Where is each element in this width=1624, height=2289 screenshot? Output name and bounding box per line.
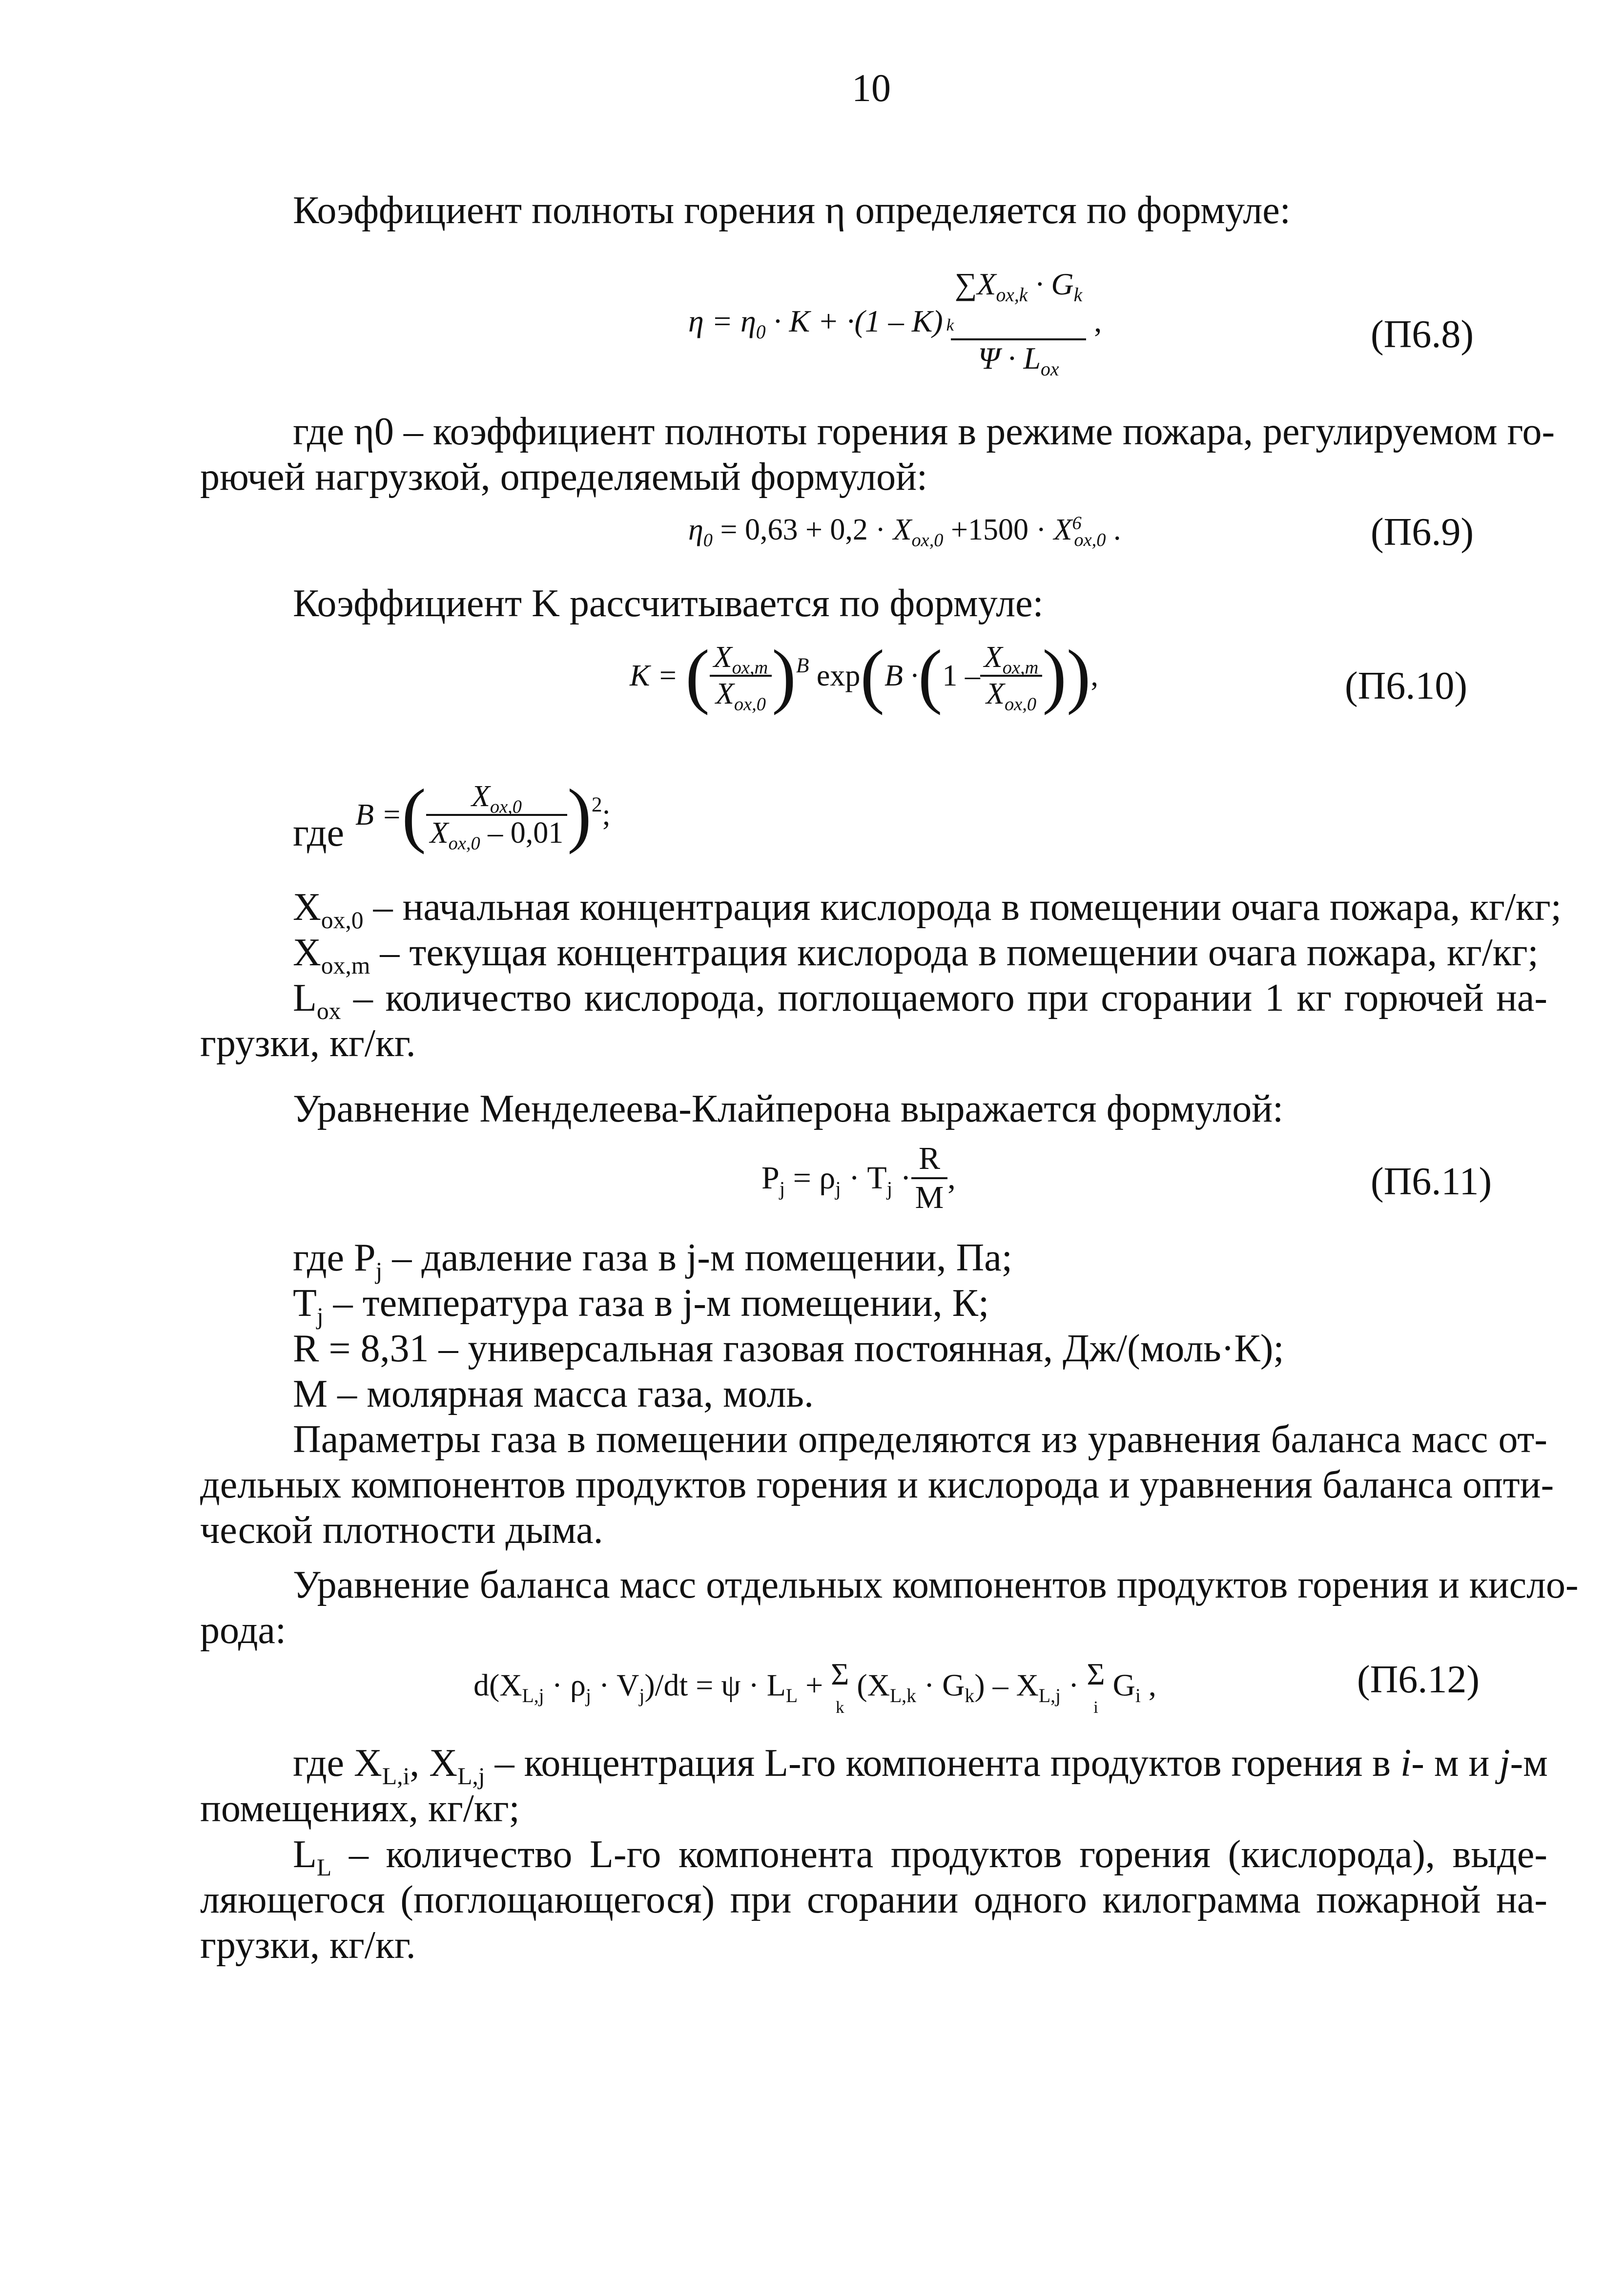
paragraph-mass-balance-line1: Уравнение баланса масс отдельных компонентов продуктов горения и кисло- xyxy=(293,1563,1579,1606)
definition-lox-line2: грузки, кг/кг. xyxy=(200,1022,416,1065)
formula-mass-balance: $d(X_{L,j} \cdot \rho_j \cdot V_j)/dt = \psi \cdot L_L + \Sigma$ k $(X_{L,k} \cdot G_k) - X_{L,j} \cdot \Sigma$ i $G_i$ , xyxy=(473,1657,1156,1717)
definition-ll-line3: грузки, кг/кг. xyxy=(200,1924,416,1967)
definition-r: R = 8,31 – универсальная газовая постоянная, Дж/(моль·К); xyxy=(293,1327,1284,1370)
formula-eta: $\eta = \eta_0 \cdot K + \cdot(1 - K)$ $\sum X_{ox,k} \cdot G_k$ k $\Psi \cdot L_{ox}$ , xyxy=(688,267,1102,380)
equation-number-6-8: (П6.8) xyxy=(1371,313,1474,356)
paragraph-clapeyron-intro: Уравнение Менделеева-Клайперона выражается формулой: xyxy=(293,1087,1284,1130)
paragraph-mass-balance-line2: рода: xyxy=(200,1609,287,1652)
definition-ll-line2: ляющегося (поглощающегося) при сгорании одного килограмма пожарной на- xyxy=(200,1878,1547,1921)
page-number: 10 xyxy=(852,67,891,110)
definition-ll-line1: $L_L$ – количество L-го компонента продуктов горения (кислорода), выде- xyxy=(293,1833,1547,1881)
equation-number-6-11: (П6.11) xyxy=(1371,1160,1492,1203)
paragraph-eta-intro: Коэффициент полноты горения η определяется по формуле: xyxy=(293,189,1291,232)
equation-number-6-10: (П6.10) xyxy=(1345,665,1468,708)
paragraph-gas-params-line2: дельных компонентов продуктов горения и кислорода и уравнения баланса опти- xyxy=(200,1463,1554,1506)
definition-m: М – молярная масса газа, моль. xyxy=(293,1373,814,1415)
formula-eta0: $\eta_0 = 0,63 + 0,2 \cdot X_{ox,0} +1500 \cdot X^6_{ox,0}$ . xyxy=(688,513,1121,551)
definition-xl-line2: помещениях, кг/кг; xyxy=(200,1787,520,1830)
formula-k: K = ( $\frac{X_{ox,m}}{X_{ox,0}}$ )$^B$ exp(B ·(1 – $\frac{X_{ox,m}}{X_{ox,0}}$ )), xyxy=(630,635,1098,716)
definition-xox0: $X_{ox,0}$ – начальная концентрация кислорода в помещении очага пожара, кг/кг; xyxy=(293,886,1562,934)
definition-lox-line1: $L_{ox}$ – количество кислорода, поглощаемого при сгорании 1 кг горючей на- xyxy=(293,977,1547,1024)
definition-xoxm: $X_{ox,m}$ – текущая концентрация кислорода в помещении очага пожара, кг/кг; xyxy=(293,931,1539,979)
paragraph-eta0-line1: где η0 – коэффициент полноты горения в режиме пожара, регулируемом го- xyxy=(293,410,1555,453)
formula-b: B =( $\frac{X_{ox,0}}{X_{ox,0} - 0,01}$ )$^2$; xyxy=(355,774,611,855)
equation-number-6-12: (П6.12) xyxy=(1357,1658,1480,1701)
definition-tj: $T_j$ – температура газа в j-м помещении, К; xyxy=(293,1282,989,1330)
paragraph-eta0-line2: рючей нагрузкой, определяемый формулой: xyxy=(200,456,928,499)
paragraph-gas-params-line3: ческой плотности дыма. xyxy=(200,1509,603,1552)
paragraph-gas-params-line1: Параметры газа в помещении определяются из уравнения баланса масс от- xyxy=(293,1418,1547,1461)
equation-number-6-9: (П6.9) xyxy=(1371,511,1474,554)
label-where-b: где xyxy=(293,812,345,854)
definition-xl-line1: где $X_{L,i}$, $X_{L,j}$ – концентрация L-го компонента продуктов горения в i- м и j-м xyxy=(293,1742,1548,1790)
formula-clapeyron: $P_j = \rho_j \cdot T_j$ · $\frac{R}{M}$ , xyxy=(761,1141,956,1215)
definition-pj: где $P_j$ – давление газа в j-м помещении, Па; xyxy=(293,1236,1012,1284)
paragraph-k-intro: Коэффициент K рассчитывается по формуле: xyxy=(293,582,1044,625)
